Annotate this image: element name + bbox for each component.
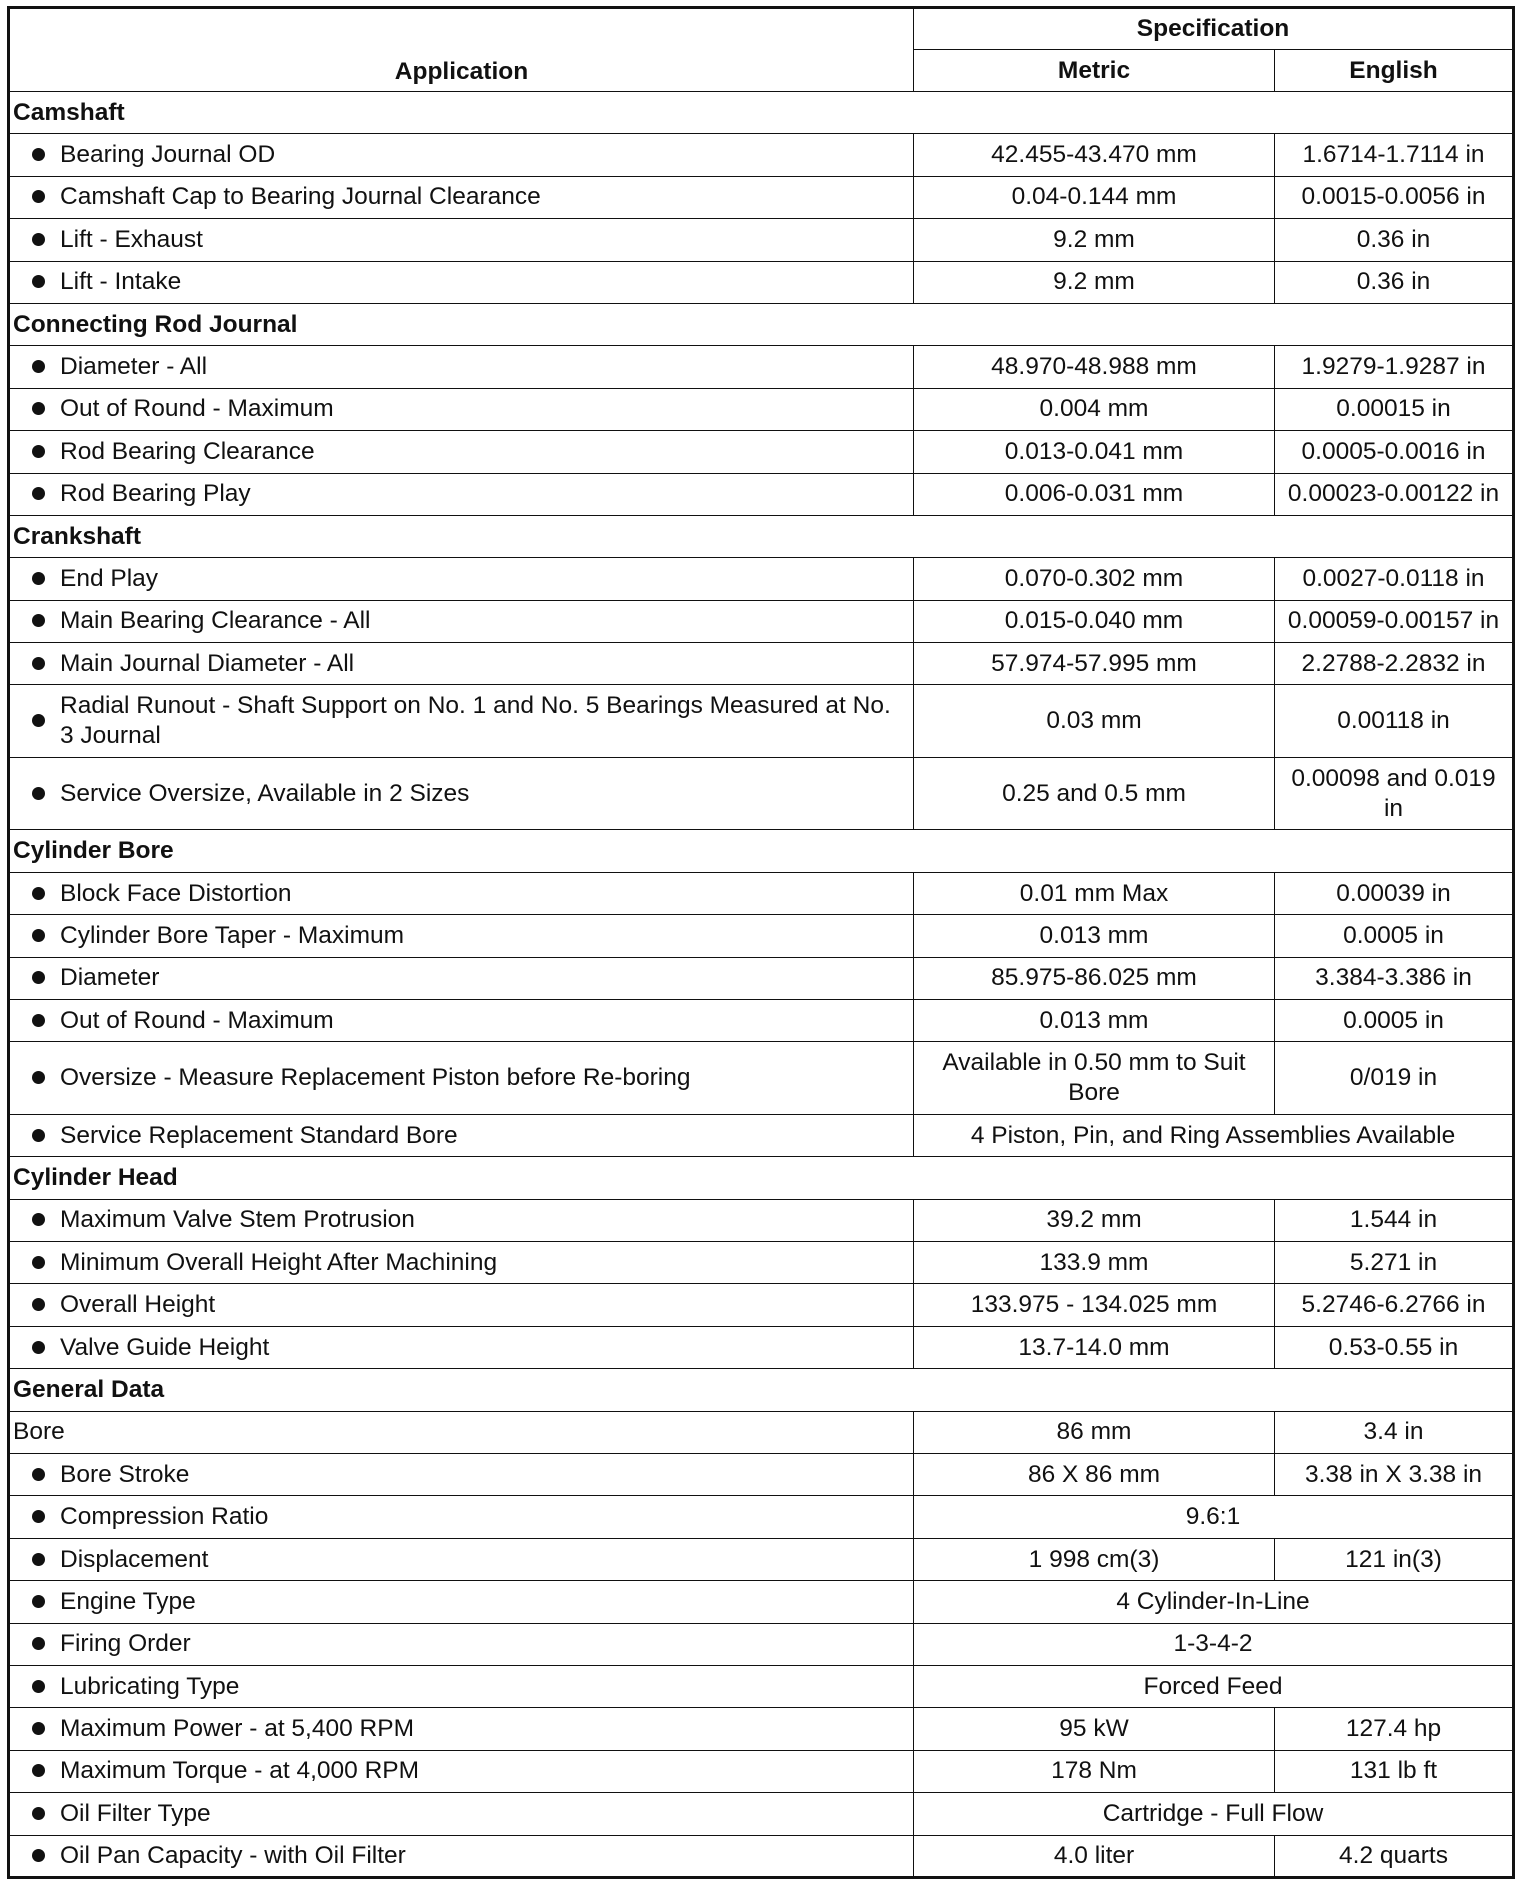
application-label: Minimum Overall Height After Machining [60, 1248, 498, 1276]
application-label: Service Oversize, Available in 2 Sizes [60, 779, 470, 807]
section-title: Camshaft [9, 92, 1514, 134]
application-cell [9, 176, 914, 218]
metric-value: 13.7-14.0 mm [914, 1326, 1275, 1368]
application-label: Rod Bearing Clearance [60, 437, 315, 465]
application-cell [9, 1750, 914, 1792]
english-value: 5.2746-6.2766 in [1275, 1284, 1514, 1326]
section-row [9, 1157, 1514, 1199]
english-value: 0/019 in [1275, 1042, 1514, 1115]
table-row [9, 176, 1514, 218]
application-cell [9, 558, 914, 600]
table-row [9, 558, 1514, 600]
english-value: 4.2 quarts [1275, 1835, 1514, 1877]
english-value: 0.00039 in [1275, 872, 1514, 914]
application-cell [9, 1835, 914, 1877]
header-specification: Specification [914, 8, 1514, 50]
metric-value: 0.070-0.302 mm [914, 558, 1275, 600]
metric-value: 0.03 mm [914, 685, 1275, 758]
table-row [9, 872, 1514, 914]
english-value: 3.4 in [1275, 1411, 1514, 1453]
english-value: 0.00098 and 0.019 in [1275, 757, 1514, 830]
combined-spec-value: 4 Piston, Pin, and Ring Assemblies Available [914, 1114, 1514, 1156]
metric-value: 86 mm [914, 1411, 1275, 1453]
section-row [9, 92, 1514, 134]
english-value: 0.0015-0.0056 in [1275, 176, 1514, 218]
section-title: General Data [9, 1369, 1514, 1411]
application-label: Overall Height [60, 1291, 216, 1319]
english-value: 0.36 in [1275, 261, 1514, 303]
application-cell [9, 1242, 914, 1284]
application-label: Main Journal Diameter - All [60, 649, 355, 677]
bullet-icon [32, 572, 45, 585]
application-label: Rod Bearing Play [60, 480, 251, 508]
bullet-icon [32, 1213, 45, 1226]
specification-sheet [7, 6, 1512, 1879]
application-cell [9, 1326, 914, 1368]
table-row [9, 957, 1514, 999]
metric-value: 0.04-0.144 mm [914, 176, 1275, 218]
table-body [9, 92, 1514, 1878]
application-cell [9, 431, 914, 473]
section-title: Connecting Rod Journal [9, 303, 1514, 345]
bullet-icon [32, 1849, 45, 1862]
application-label: Engine Type [60, 1587, 196, 1615]
english-value: 0.00059-0.00157 in [1275, 600, 1514, 642]
application-cell [9, 1581, 914, 1623]
bullet-icon [32, 1256, 45, 1269]
application-label: Displacement [60, 1545, 209, 1573]
bullet-icon [32, 1637, 45, 1650]
application-label: End Play [60, 564, 159, 592]
application-cell [9, 600, 914, 642]
application-cell [9, 685, 914, 758]
table-row [9, 643, 1514, 685]
application-label: Lift - Exhaust [60, 225, 203, 253]
application-label: Diameter - All [60, 353, 208, 381]
table-row [9, 1708, 1514, 1750]
application-label: Lift - Intake [60, 268, 182, 296]
metric-value: 0.013 mm [914, 915, 1275, 957]
application-cell [9, 1496, 914, 1538]
section-title: Crankshaft [9, 515, 1514, 557]
application-cell [9, 1114, 914, 1156]
combined-spec-value: Forced Feed [914, 1666, 1514, 1708]
application-cell [9, 1199, 914, 1241]
table-row [9, 219, 1514, 261]
metric-value: 1 998 cm(3) [914, 1538, 1275, 1580]
application-label: Bearing Journal OD [60, 141, 276, 169]
application-cell [9, 134, 914, 176]
table-row [9, 1411, 1514, 1453]
application-cell [9, 388, 914, 430]
application-cell [9, 219, 914, 261]
combined-spec-value: 9.6:1 [914, 1496, 1514, 1538]
bullet-icon [32, 1510, 45, 1523]
application-label: Oversize - Measure Replacement Piston before Re-boring [60, 1064, 691, 1092]
table-row [9, 473, 1514, 515]
bullet-icon [32, 233, 45, 246]
application-cell [9, 643, 914, 685]
section-row [9, 303, 1514, 345]
bullet-icon [32, 1129, 45, 1142]
application-cell [9, 1623, 914, 1665]
table-row [9, 1793, 1514, 1835]
metric-value: 0.015-0.040 mm [914, 600, 1275, 642]
table-row [9, 431, 1514, 473]
application-label: Diameter [60, 964, 160, 992]
application-label: Maximum Torque - at 4,000 RPM [60, 1757, 420, 1785]
table-row [9, 1623, 1514, 1665]
application-cell [9, 872, 914, 914]
bullet-icon [32, 929, 45, 942]
application-label: Firing Order [60, 1630, 191, 1658]
section-row [9, 515, 1514, 557]
english-value: 0.00118 in [1275, 685, 1514, 758]
english-value: 0.53-0.55 in [1275, 1326, 1514, 1368]
application-label: Bore Stroke [60, 1460, 190, 1488]
application-label: Radial Runout - Shaft Support on No. 1 and No. 5 Bearings Measured at No. 3 Journal [60, 692, 891, 750]
english-value: 0.00023-0.00122 in [1275, 473, 1514, 515]
table-row [9, 1454, 1514, 1496]
metric-value: 86 X 86 mm [914, 1454, 1275, 1496]
metric-value: 0.013-0.041 mm [914, 431, 1275, 473]
table-row [9, 134, 1514, 176]
table-row [9, 1538, 1514, 1580]
combined-spec-value: 1-3-4-2 [914, 1623, 1514, 1665]
application-cell [9, 1708, 914, 1750]
bullet-icon [32, 1807, 45, 1820]
application-cell [9, 1454, 914, 1496]
application-cell [9, 1000, 914, 1042]
table-row [9, 600, 1514, 642]
metric-value: 9.2 mm [914, 219, 1275, 261]
bullet-icon [32, 1014, 45, 1027]
english-value: 131 lb ft [1275, 1750, 1514, 1792]
english-value: 0.36 in [1275, 219, 1514, 261]
application-label: Maximum Power - at 5,400 RPM [60, 1715, 414, 1743]
application-label: Block Face Distortion [60, 879, 292, 907]
metric-value: 0.01 mm Max [914, 872, 1275, 914]
bullet-icon [32, 487, 45, 500]
table-row [9, 388, 1514, 430]
bullet-icon [32, 1680, 45, 1693]
english-value: 1.6714-1.7114 in [1275, 134, 1514, 176]
bullet-icon [32, 445, 45, 458]
application-label: Bore [9, 1411, 914, 1453]
bullet-icon [32, 1341, 45, 1354]
bullet-icon [32, 971, 45, 984]
metric-value: 178 Nm [914, 1750, 1275, 1792]
english-value: 0.0027-0.0118 in [1275, 558, 1514, 600]
metric-value: 48.970-48.988 mm [914, 346, 1275, 388]
application-cell [9, 1538, 914, 1580]
metric-value: 57.974-57.995 mm [914, 643, 1275, 685]
application-cell [9, 757, 914, 830]
english-value: 3.38 in X 3.38 in [1275, 1454, 1514, 1496]
table-row [9, 915, 1514, 957]
metric-value: 133.9 mm [914, 1242, 1275, 1284]
bullet-icon [32, 657, 45, 670]
bullet-icon [32, 148, 45, 161]
section-title: Cylinder Head [9, 1157, 1514, 1199]
application-cell [9, 473, 914, 515]
english-value: 1.544 in [1275, 1199, 1514, 1241]
table-row [9, 1114, 1514, 1156]
application-label: Maximum Valve Stem Protrusion [60, 1206, 415, 1234]
english-value: 0.0005 in [1275, 1000, 1514, 1042]
english-value: 0.00015 in [1275, 388, 1514, 430]
engine-specification-table [7, 6, 1515, 1879]
bullet-icon [32, 887, 45, 900]
application-cell [9, 1042, 914, 1115]
application-label: Valve Guide Height [60, 1333, 270, 1361]
bullet-icon [32, 1595, 45, 1608]
application-cell [9, 1793, 914, 1835]
bullet-icon [32, 1764, 45, 1777]
application-label: Camshaft Cap to Bearing Journal Clearance [60, 183, 541, 211]
metric-value: 0.25 and 0.5 mm [914, 757, 1275, 830]
bullet-icon [32, 190, 45, 203]
table-row [9, 1835, 1514, 1877]
table-row [9, 1000, 1514, 1042]
bullet-icon [32, 275, 45, 288]
metric-value: 9.2 mm [914, 261, 1275, 303]
metric-value: 95 kW [914, 1708, 1275, 1750]
application-label: Lubricating Type [60, 1672, 240, 1700]
application-label: Compression Ratio [60, 1503, 269, 1531]
application-cell [9, 1284, 914, 1326]
table-row [9, 1284, 1514, 1326]
application-cell [9, 261, 914, 303]
bullet-icon [32, 787, 45, 800]
table-row [9, 1199, 1514, 1241]
bullet-icon [32, 614, 45, 627]
header-row-top [9, 8, 1514, 50]
metric-value: 4.0 liter [914, 1835, 1275, 1877]
english-value: 121 in(3) [1275, 1538, 1514, 1580]
application-cell [9, 346, 914, 388]
english-value: 0.0005-0.0016 in [1275, 431, 1514, 473]
table-row [9, 1666, 1514, 1708]
english-value: 2.2788-2.2832 in [1275, 643, 1514, 685]
table-row [9, 1750, 1514, 1792]
bullet-icon [32, 360, 45, 373]
application-cell [9, 957, 914, 999]
combined-spec-value: 4 Cylinder-In-Line [914, 1581, 1514, 1623]
header-english: English [1275, 50, 1514, 92]
table-row [9, 261, 1514, 303]
table-row [9, 685, 1514, 758]
header-application: Application [9, 8, 914, 92]
table-row [9, 1326, 1514, 1368]
application-label: Main Bearing Clearance - All [60, 607, 371, 635]
application-label: Out of Round - Maximum [60, 1006, 334, 1034]
metric-value: 0.004 mm [914, 388, 1275, 430]
application-label: Service Replacement Standard Bore [60, 1121, 458, 1149]
metric-value: 42.455-43.470 mm [914, 134, 1275, 176]
bullet-icon [32, 714, 45, 727]
table-row [9, 346, 1514, 388]
section-row [9, 1369, 1514, 1411]
table-row [9, 1042, 1514, 1115]
section-row [9, 830, 1514, 872]
table-row [9, 757, 1514, 830]
english-value: 3.384-3.386 in [1275, 957, 1514, 999]
bullet-icon [32, 1722, 45, 1735]
combined-spec-value: Cartridge - Full Flow [914, 1793, 1514, 1835]
metric-value: 0.013 mm [914, 1000, 1275, 1042]
application-label: Oil Filter Type [60, 1799, 211, 1827]
metric-value: 0.006-0.031 mm [914, 473, 1275, 515]
application-label: Oil Pan Capacity - with Oil Filter [60, 1841, 406, 1869]
metric-value: 133.975 - 134.025 mm [914, 1284, 1275, 1326]
section-title: Cylinder Bore [9, 830, 1514, 872]
metric-value: 39.2 mm [914, 1199, 1275, 1241]
bullet-icon [32, 1468, 45, 1481]
bullet-icon [32, 1553, 45, 1566]
english-value: 1.9279-1.9287 in [1275, 346, 1514, 388]
english-value: 0.0005 in [1275, 915, 1514, 957]
table-row [9, 1496, 1514, 1538]
application-cell [9, 1666, 914, 1708]
metric-value: 85.975-86.025 mm [914, 957, 1275, 999]
english-value: 127.4 hp [1275, 1708, 1514, 1750]
bullet-icon [32, 1071, 45, 1084]
application-label: Out of Round - Maximum [60, 395, 334, 423]
metric-value: Available in 0.50 mm to Suit Bore [914, 1042, 1275, 1115]
table-row [9, 1242, 1514, 1284]
bullet-icon [32, 402, 45, 415]
english-value: 5.271 in [1275, 1242, 1514, 1284]
header-metric: Metric [914, 50, 1275, 92]
application-label: Cylinder Bore Taper - Maximum [60, 921, 405, 949]
table-row [9, 1581, 1514, 1623]
application-cell [9, 915, 914, 957]
bullet-icon [32, 1298, 45, 1311]
